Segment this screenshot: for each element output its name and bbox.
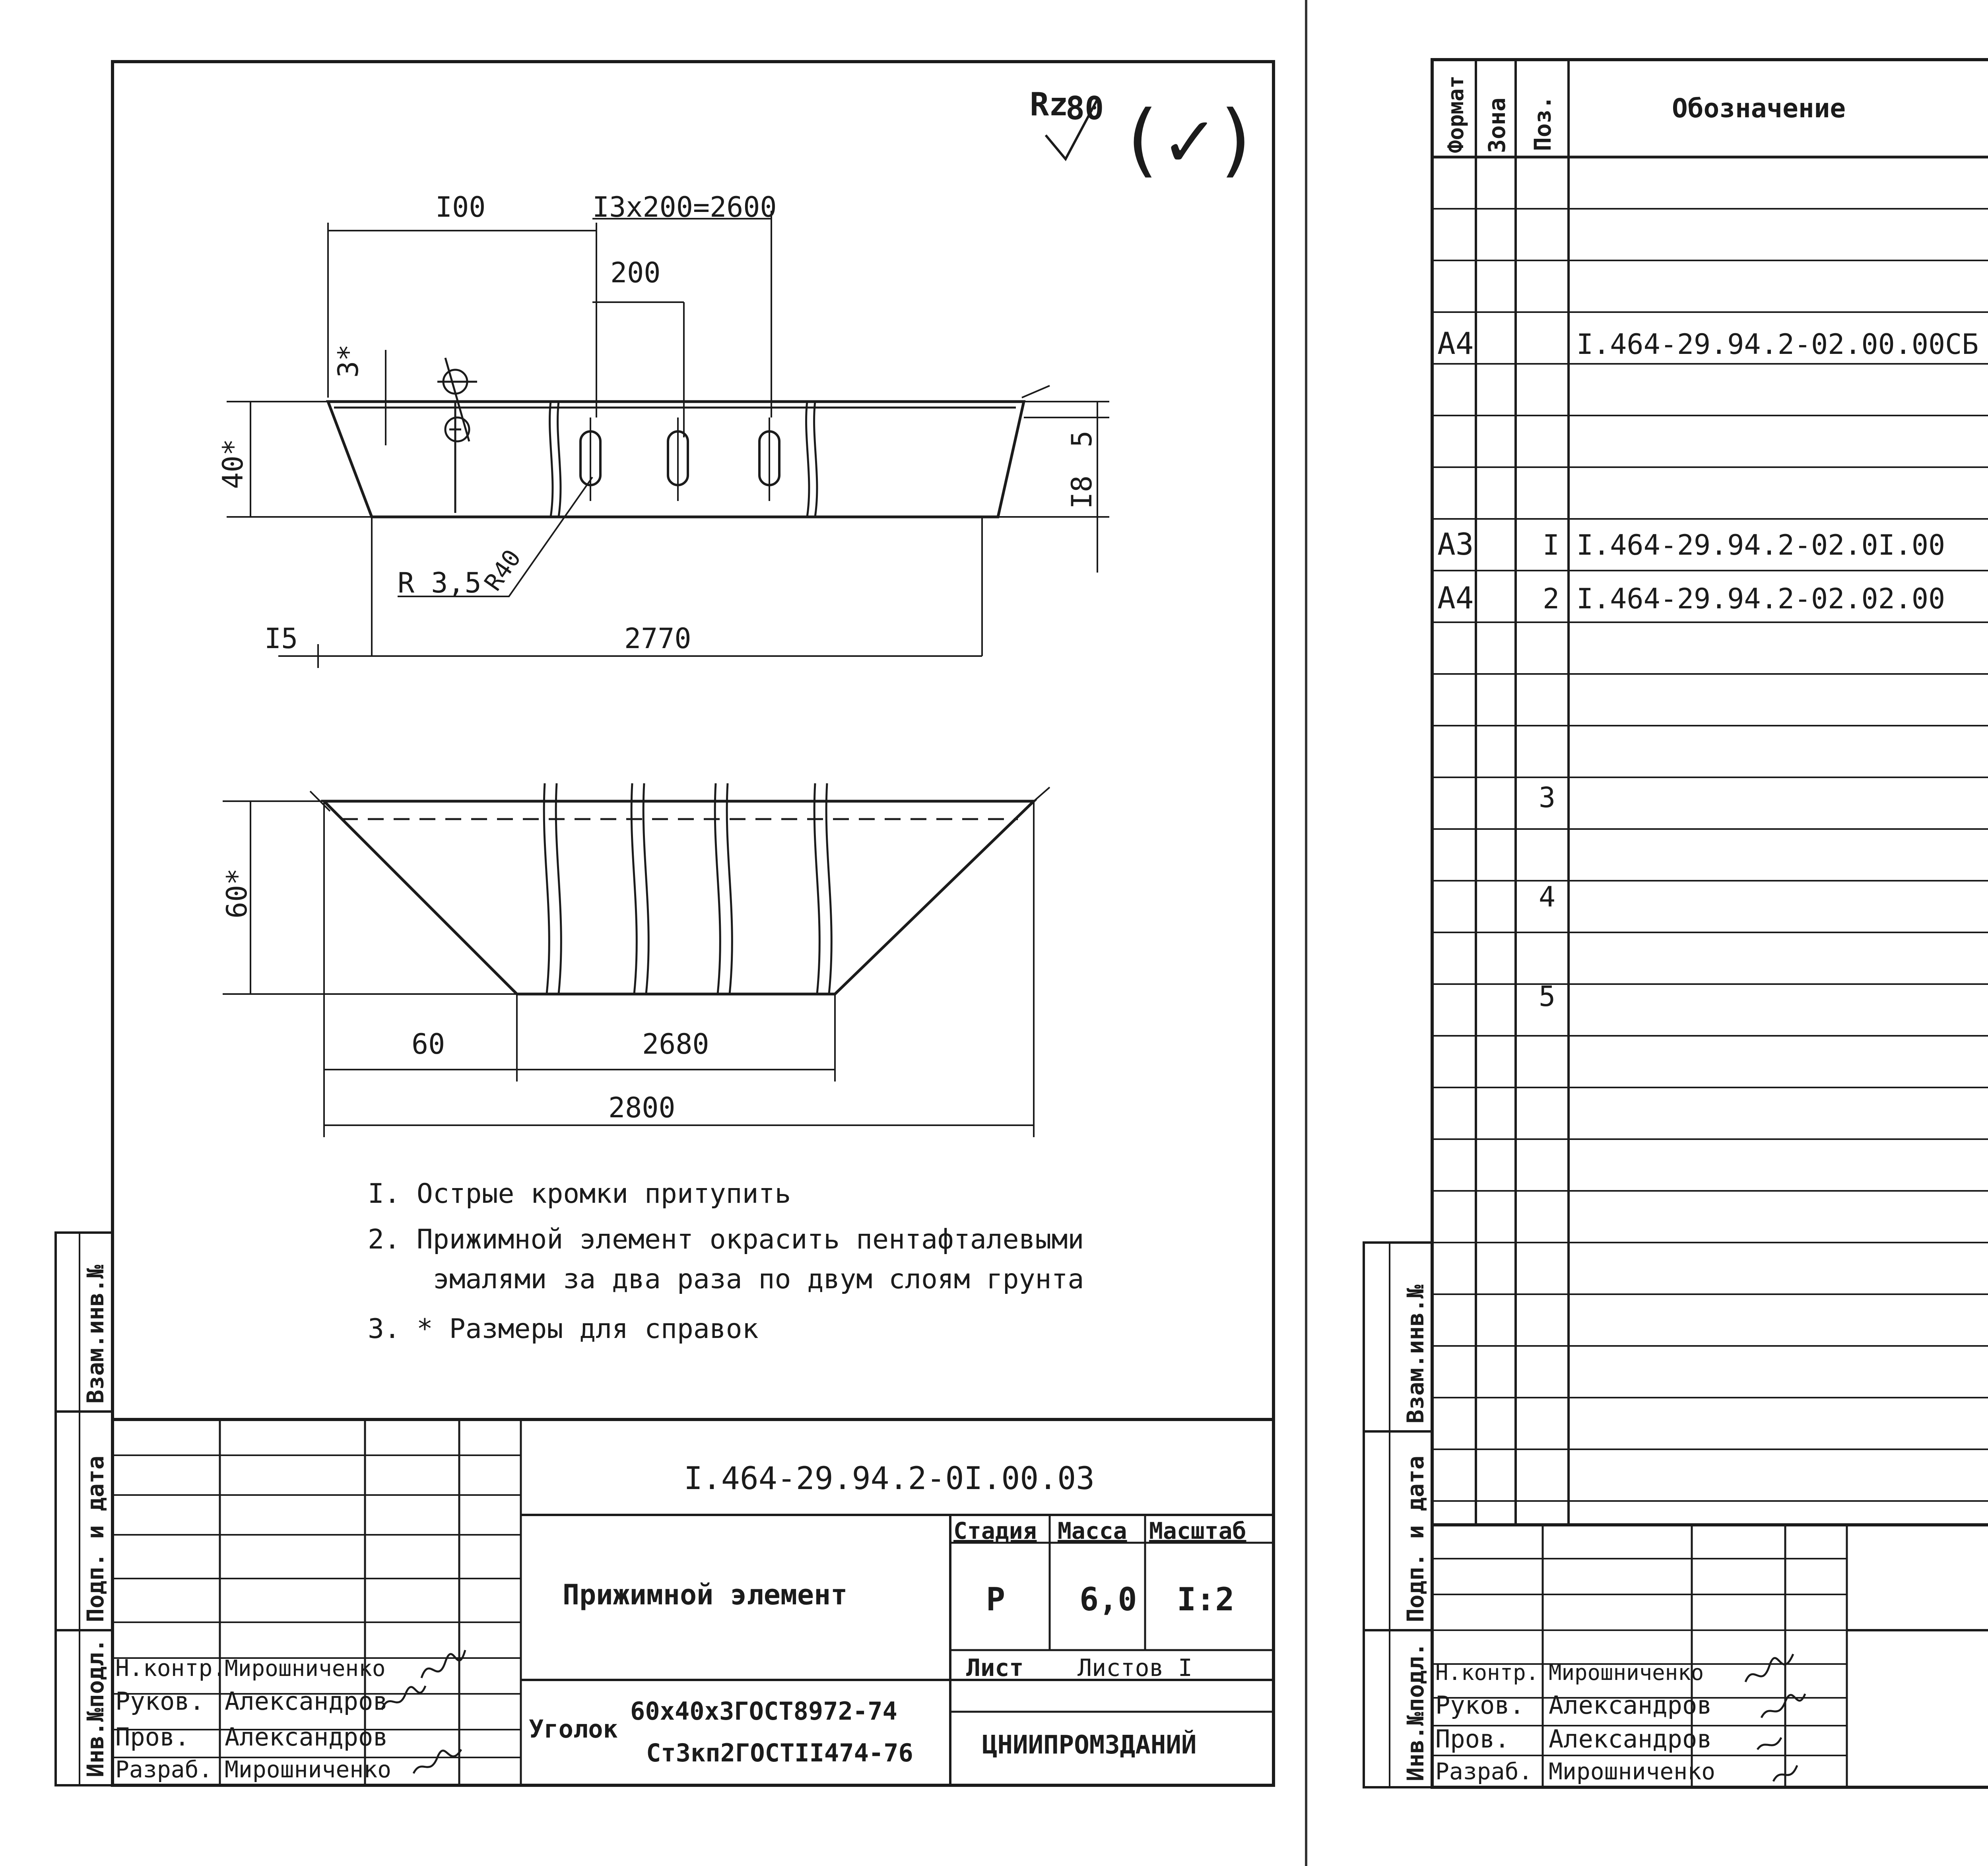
header-pos: Поз. xyxy=(1529,95,1556,151)
right-signature-scribbles xyxy=(1745,1654,1805,1781)
dim-radius2: R40 xyxy=(479,544,527,596)
role-3: Пров. xyxy=(115,1722,190,1751)
dim-60-height: 60* xyxy=(221,868,253,918)
left-sheet xyxy=(56,62,1274,1785)
right-role-4-name: Мирошниченко xyxy=(1549,1758,1716,1785)
row2-format: А4 xyxy=(1437,580,1474,616)
side-label-inv: Инв.№подл. xyxy=(82,1638,109,1777)
dim-15: I5 xyxy=(264,622,298,655)
scale-header: Масштаб xyxy=(1149,1517,1246,1544)
dim-5: 5 xyxy=(1066,430,1098,447)
right-side-label-replace: Взам.инв.№ xyxy=(1402,1284,1429,1423)
roughness-symbol: Rz xyxy=(1030,86,1068,123)
spec-table xyxy=(1432,60,1988,1525)
left-title-block xyxy=(113,1419,1274,1785)
row2-pos: 2 xyxy=(1543,583,1560,615)
row1-designation: I.464-29.94.2-02.0I.00 xyxy=(1576,529,1945,561)
stage-header: Стадия xyxy=(953,1517,1037,1544)
dim-200: 200 xyxy=(610,256,661,289)
right-role-1-name: Мирошниченко xyxy=(1549,1660,1704,1685)
note-2: 2. Прижимной элемент окрасить пентафталевыми xyxy=(368,1224,1084,1255)
row1-pos: I xyxy=(1543,529,1560,561)
role-3-name: Александров xyxy=(225,1722,388,1751)
material-line1: 60x40x3ГОСТ8972-74 xyxy=(630,1697,897,1726)
left-side-stamp xyxy=(56,1233,113,1785)
role-1: Н.контр. xyxy=(115,1654,227,1682)
sheet-label: Лист xyxy=(966,1654,1024,1682)
roughness-value: 80 xyxy=(1066,90,1104,127)
header-format: Формат xyxy=(1443,75,1468,153)
dim-2770: 2770 xyxy=(624,622,691,655)
role-4: Разраб. xyxy=(115,1756,213,1783)
roughness-bracket: (✓) xyxy=(1117,93,1261,186)
dim-radius: R 3,5 xyxy=(398,567,481,599)
left-part-name: Прижимной элемент xyxy=(563,1579,848,1611)
stage-value: Р xyxy=(986,1581,1006,1618)
row5-pos: 4 xyxy=(1539,881,1556,913)
row7-pos: 5 xyxy=(1539,980,1556,1013)
dim-100: I00 xyxy=(435,191,486,223)
row3-pos: 3 xyxy=(1539,781,1556,814)
right-role-2: Руков. xyxy=(1435,1691,1524,1720)
row0-designation: I.464-29.94.2-02.00.00СБ xyxy=(1576,328,1979,361)
role-1-name: Мирошниченко xyxy=(225,1656,386,1682)
left-organization: ЦНИИПРОМЗДАНИЙ xyxy=(982,1730,1197,1760)
role-2: Руков. xyxy=(115,1687,204,1716)
dim-40: 40* xyxy=(217,439,249,489)
dim-pitch: I3x200=2600 xyxy=(592,191,777,223)
part-top-view xyxy=(217,191,1109,668)
right-role-4: Разраб. xyxy=(1435,1758,1533,1785)
note-1: I. Острые кромки притупить xyxy=(368,1178,791,1210)
right-side-label-sign: Подп. и дата xyxy=(1402,1455,1429,1622)
right-role-3: Пров. xyxy=(1435,1724,1510,1753)
sheets-label: Листов I xyxy=(1077,1654,1192,1682)
row2-designation: I.464-29.94.2-02.02.00 xyxy=(1576,583,1945,615)
material-line2: Ст3кп2ГОСТII474-76 xyxy=(646,1738,913,1767)
right-role-1: Н.контр. xyxy=(1435,1660,1539,1685)
dim-60: 60 xyxy=(412,1028,445,1060)
dim-3: 3* xyxy=(332,344,365,378)
note-3: 3. * Размеры для справок xyxy=(368,1313,759,1345)
side-label-sign: Подп. и дата xyxy=(82,1455,109,1622)
signature-scribbles xyxy=(382,1650,465,1773)
role-2-name: Александров xyxy=(225,1687,388,1716)
right-side-label-inv: Инв.№подл. xyxy=(1402,1642,1429,1781)
right-role-3-name: Александров xyxy=(1549,1724,1712,1753)
side-label-replace: Взам.инв.№ xyxy=(82,1264,109,1404)
right-side-stamp xyxy=(1364,1243,1432,1787)
dim-18: I8 xyxy=(1066,475,1098,509)
mass-value: 6,0 xyxy=(1079,1581,1137,1618)
header-designation: Обозначение xyxy=(1672,93,1846,124)
roughness-mark xyxy=(1030,86,1261,186)
row1-format: А3 xyxy=(1437,526,1474,562)
technical-notes xyxy=(368,1178,1084,1345)
row0-format: А4 xyxy=(1437,326,1474,361)
header-zone: Зона xyxy=(1483,97,1510,153)
note-2-cont: эмалями за два раза по двум слоям грунта xyxy=(368,1264,1084,1295)
right-role-2-name: Александров xyxy=(1549,1691,1712,1720)
right-title-block xyxy=(1432,1525,1988,1787)
part-front-view xyxy=(221,783,1050,1137)
dim-2800: 2800 xyxy=(608,1091,676,1124)
right-sheet xyxy=(1364,0,1988,1828)
left-drawing-code: I.464-29.94.2-0I.00.03 xyxy=(684,1461,1095,1497)
material-prefix: Уголок xyxy=(529,1715,618,1744)
dim-2680: 2680 xyxy=(642,1028,709,1060)
mass-header: Масса xyxy=(1058,1517,1127,1544)
scale-value: I:2 xyxy=(1177,1581,1235,1618)
role-4-name: Мирошниченко xyxy=(225,1756,392,1783)
